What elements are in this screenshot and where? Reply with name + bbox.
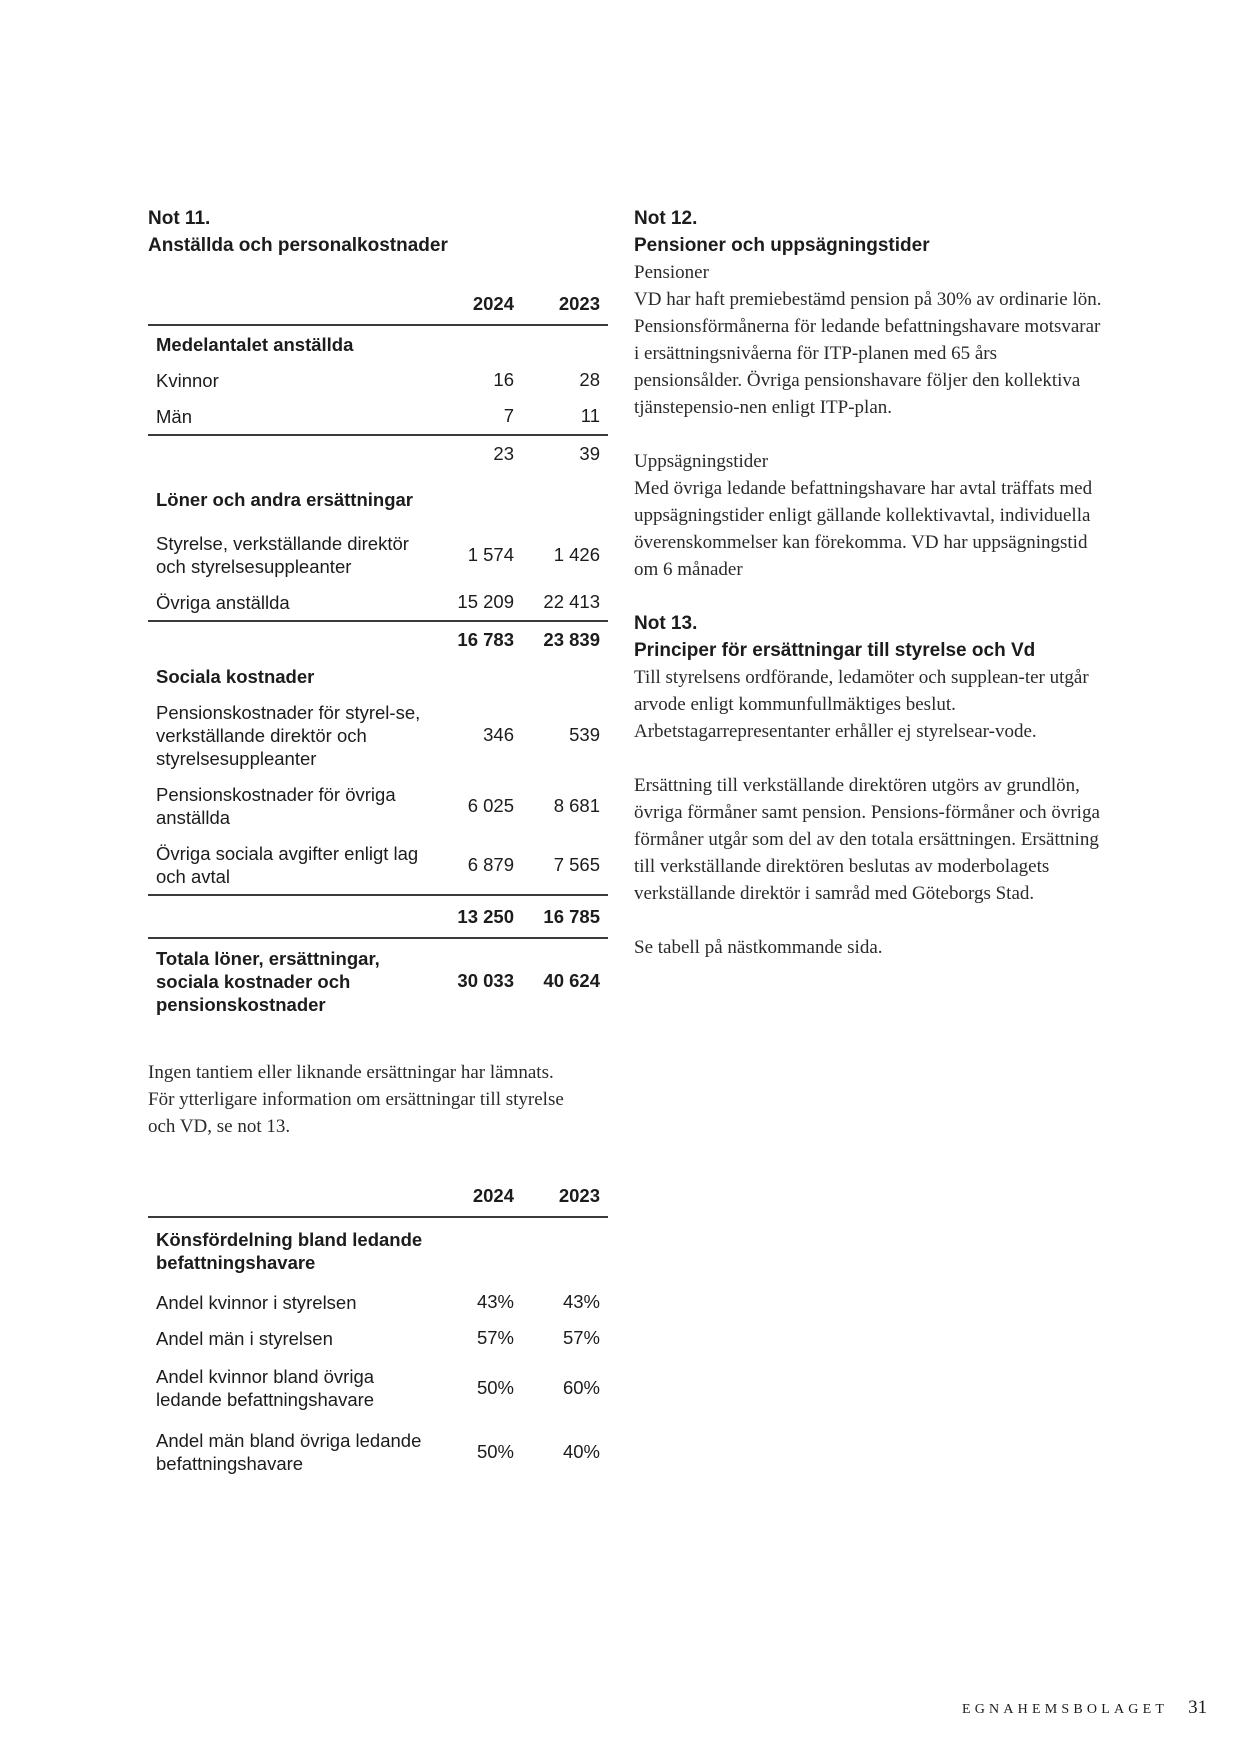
row-label: Pensionskostnader för övriga anställda [156,784,396,828]
value-2023: 8 681 [553,795,600,816]
row-label: Män [148,398,436,435]
subtotal-row [148,435,608,472]
subtotal-2024: 13 250 [436,895,522,938]
value-2024: 50% [476,1377,514,1398]
table-row [148,398,608,435]
note-13-title: Principer för ersättningar till styrelse och Vd [634,640,1036,661]
column-2024: 2024 [436,1178,522,1217]
note-12-number: Not 12. [634,208,698,229]
table-row [148,776,608,836]
value-2023: 43% [562,1291,600,1312]
section-heading-row [148,658,608,694]
note-12-title: Pensioner och uppsägningstider [634,235,930,256]
notice-text: Med övriga ledande befattningshavare har avtal träffats med uppsägningstider enligt gällande kollektivavtal, individuella överenskommelser kan förekomma. VD har uppsägningstid om 6 månader [634,478,1093,580]
note-13-paragraph-1: Till styrelsens ordförande, ledamöter och supplean-ter utgår arvode enligt kommunfullmäktiges beslut. Arbetstagarrepresentanter erhåller ej styrelsear-vode. [634,667,1089,742]
column-2024: 2024 [436,286,522,325]
value-2023: 7 565 [522,836,608,895]
table-row [148,1320,608,1356]
personnel-cost-table [148,286,608,1023]
row-label: Övriga sociala avgifter enligt lag och avtal [148,836,436,895]
pension-subheading: Pensioner [634,262,709,283]
column-2023: 2023 [522,1178,608,1217]
table-row [148,526,608,584]
pension-text: VD har haft premiebestämd pension på 30% av ordinarie lön. Pensionsförmånerna för ledande befattningshavare motsvarar i ersättningsnivåerna för ITP-planen med 65 års pensionsålder. Övriga pensionshavare följer den kollektiva tjänstepensio-nen enligt ITP-plan. [634,289,1102,418]
row-label: Pensionskostnader för styrel-se, verkställande direktör och styrelsesuppleanter [156,701,421,769]
table-header-row [148,286,608,325]
value-2024: 6 025 [467,795,514,816]
note-11-title: Anställda och personalkostnader [148,235,448,256]
note-13-number: Not 13. [634,613,698,634]
notice-subheading: Uppsägningstider [634,451,769,472]
value-2023: 57% [562,1327,600,1348]
notes-12-13 [634,205,1104,961]
table-row [148,1356,608,1420]
value-2023: 60% [562,1377,600,1398]
subtotal-2023: 23 839 [543,629,600,650]
subtotal-2024: 23 [493,443,514,464]
section-heading: Löner och andra ersättningar [156,488,413,510]
subtotal-2024: 16 783 [457,629,514,650]
note-13-paragraph-2: Ersättning till verkställande direktören utgörs av grundlön, övriga förmåner samt pension. Pensions-förmåner och övriga förmåner utgår som del av den totala ersättningen. Ersättning till verkställande direktören beslutas av moderbolagets verkställande direktör i samråd med Göteborgs Stad. [634,775,1100,904]
section-heading-row [148,325,608,362]
value-2023: 22 413 [522,584,608,621]
page-footer [962,1697,1207,1719]
grand-total-label: Totala löner, ersättningar, sociala kostnader och pensionskostnader [156,947,380,1015]
subtotal-row [148,895,608,938]
note-11-footnote: Ingen tantiem eller liknande ersättningar har lämnats. För ytterligare information om ersättningar till styrelse och VD, se not 13. [148,1062,564,1137]
row-label: Andel män bland övriga ledande befattningshavare [156,1430,422,1474]
table-row [148,836,608,895]
table-row [148,1420,608,1484]
value-2024: 50% [476,1441,514,1462]
note-11 [148,205,608,1484]
table-header-row [148,1178,608,1217]
row-label: Andel män i styrelsen [156,1327,333,1349]
grand-total-row [148,938,608,1023]
subtotal-2023: 39 [579,443,600,464]
table-row [148,584,608,621]
section-heading: Könsfördelning bland ledande befattningshavare [156,1229,423,1273]
section-heading: Medelantalet anställda [156,333,354,355]
value-2024: 57% [476,1327,514,1348]
table-row [148,1284,608,1320]
row-label: Övriga anställda [148,584,436,621]
page-number: 31 [1188,1697,1208,1718]
subtotal-row [148,621,608,658]
column-2023: 2023 [522,286,608,325]
subtotal-2023: 16 785 [522,895,608,938]
value-2023: 40% [562,1441,600,1462]
value-2024: 16 [493,369,514,390]
footer-brand: EGNAHEMSBOLAGET [962,1702,1169,1717]
note-11-number: Not 11. [148,208,211,229]
row-label: Styrelse, verkställande direktör och styrelsesuppleanter [156,533,409,577]
row-label: Andel kvinnor i styrelsen [156,1291,357,1313]
gender-distribution-table [148,1178,608,1484]
row-label: Andel kvinnor bland övriga ledande befattningshavare [156,1366,375,1410]
table-row [148,694,608,776]
value-2024: 346 [483,724,514,745]
value-2024: 1 574 [467,544,514,565]
value-2024: 43% [476,1291,514,1312]
row-label: Kvinnor [156,369,219,391]
value-2023: 11 [522,398,608,435]
section-heading-row [148,1217,608,1284]
value-2023: 539 [569,724,600,745]
value-2024: 7 [436,398,522,435]
table-row [148,362,608,398]
value-2023: 28 [579,369,600,390]
grand-total-2023: 40 624 [543,970,600,991]
section-heading-row [148,472,608,526]
value-2024: 15 209 [436,584,522,621]
section-heading: Sociala kostnader [156,665,315,687]
note-13-paragraph-3: Se tabell på nästkommande sida. [634,937,883,958]
grand-total-2024: 30 033 [457,970,514,991]
value-2024: 6 879 [436,836,522,895]
value-2023: 1 426 [553,544,600,565]
